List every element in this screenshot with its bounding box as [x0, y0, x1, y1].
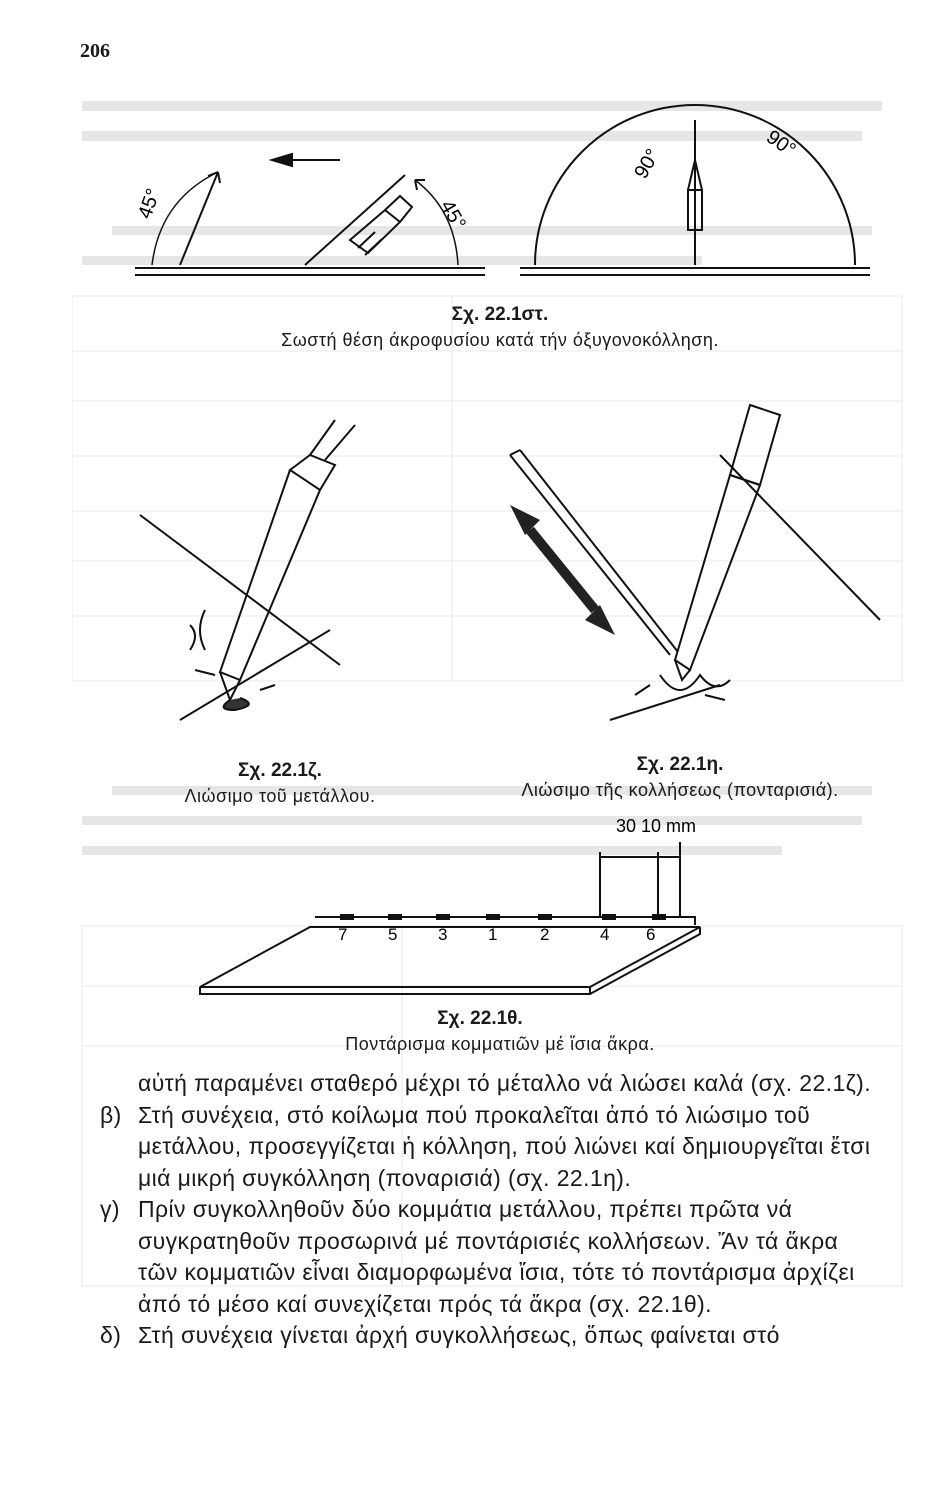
figure-22-1z [120, 410, 440, 740]
figure-22-1th-number: Σχ. 22.1θ. [437, 1008, 523, 1029]
angle-45-left: 45° [134, 185, 166, 222]
figure-22-1st-number: Σχ. 22.1στ. [451, 304, 549, 325]
point-label-3: 3 [438, 925, 448, 944]
figure-22-1i-caption: Λιώσιμο τῆς κολλήσεως (πονταρισιά). [521, 780, 839, 800]
body-text [100, 1068, 880, 1352]
list-item-b-text: Στή συνέχεια, στό κοίλωμα πού προκαλεῖται ἀπό τό λιώσιμο τοῦ μετάλλου, προσεγγίζεται ἡ κόλληση, πού λιώνει καί δημιουργεῖται ἔτσι μιά μικρή συγκόλληση (ποναρισιά) (σχ. 22.1η). [138, 1101, 871, 1191]
point-label-7: 7 [338, 925, 348, 944]
body-intro: αὐτή παραμένει σταθερό μέχρι τό μέταλλο νά λιώσει καλά (σχ. 22.1ζ). [138, 1070, 872, 1096]
angle-45-right: 45° [435, 196, 470, 234]
list-item-b-label: β) [100, 1101, 122, 1128]
figure-22-1i [490, 395, 890, 740]
list-item-d-text: Στή συνέχεια γίνεται ἀρχή συγκολλήσεως, ὅπως φαίνεται στό [138, 1322, 780, 1348]
list-item-d-label: δ) [100, 1322, 122, 1348]
list-item-c-label: γ) [100, 1196, 120, 1222]
list-item-c-text: Πρίν συγκολληθοῦν δύο κομμάτια μετάλλου, πρέπει πρῶτα νά συγκρατηθοῦν προσωρινά μέ ποντάρισιές κολλήσεων. Ἄν τά ἄκρα τῶν κομματιῶν εἶναι διαμορφωμένα ἴσια, τότε τό ποντάρισμα ἀρχίζει ἀπό τό μέσο καί συνεχίζεται πρός τά ἄκρα (σχ. 22.1θ). [138, 1196, 855, 1317]
point-label-1: 1 [488, 925, 498, 944]
list-item-b [100, 1100, 880, 1195]
angle-90-right: 90° [762, 126, 800, 162]
page-number: 206 [80, 40, 110, 62]
angle-90-left: 90° [630, 145, 665, 183]
point-label-5: 5 [388, 925, 398, 944]
figure-22-1i-number: Σχ. 22.1η. [636, 754, 724, 775]
point-label-6: 6 [646, 925, 656, 944]
figure-22-1th-caption: Ποντάρισμα κομματιῶν μέ ἴσια ἄκρα. [345, 1034, 655, 1054]
dimension-label: 30 10 mm [616, 816, 697, 836]
point-label-2: 2 [540, 925, 550, 944]
figure-22-1th [180, 812, 740, 1002]
list-item-d [100, 1320, 880, 1352]
figure-22-1z-caption: Λιώσιμο τοῦ μετάλλου. [184, 786, 376, 806]
figure-22-1st-caption: Σωστή θέση άκροφυσίου κατά τήν όξυγονοκόλληση. [281, 330, 719, 350]
point-label-4: 4 [600, 925, 610, 944]
figure-22-1st [100, 100, 900, 300]
list-item-c [100, 1194, 880, 1320]
figure-22-1z-number: Σχ. 22.1ζ. [238, 760, 322, 781]
